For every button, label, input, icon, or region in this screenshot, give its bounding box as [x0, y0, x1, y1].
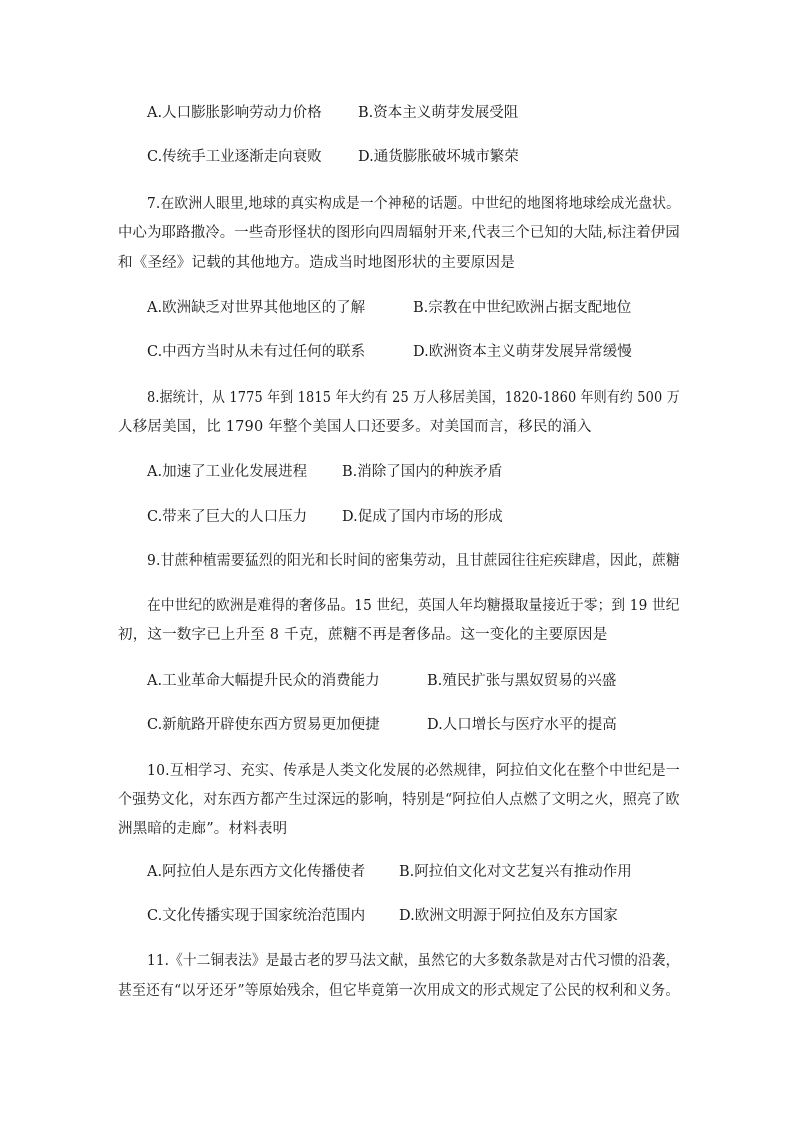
q7-stem-line-2: 中心为耶路撒冷。一些奇形怪状的图形向四周辐射开来,代表三个已知的大陆,标注着伊园	[118, 225, 680, 241]
q7-stem-line-1: 7.在欧洲人眼里,地球的真实构成是一个神秘的话题。中世纪的地图将地球绘成光盘状。	[147, 196, 681, 212]
q10-stem-line-1: 10.互相学习、充实、传承是人类文化发展的必然规律，阿拉伯文化在整个中世纪是一	[147, 763, 680, 779]
q10-option-c[interactable]: C.文化传播实现于国家统治范围内	[147, 908, 366, 924]
q10-option-b[interactable]: B.阿拉伯文化对文艺复兴有推动作用	[399, 864, 632, 880]
q9-option-c[interactable]: C.新航路开辟使东西方贸易更加便捷	[147, 717, 380, 733]
q9-stem-line-1: 9.甘蔗种植需要猛烈的阳光和长时间的密集劳动，且甘蔗园往往疟疾肆虐，因此，蔗糖	[147, 553, 681, 569]
q8-option-c[interactable]: C.带来了巨大的人口压力	[147, 509, 308, 525]
q8-option-a[interactable]: A.加速了工业化发展进程	[147, 464, 308, 480]
q10-stem-line-2: 个强势文化，对东西方都产生过深远的影响，特别是“阿拉伯人点燃了文明之火，照亮了欧	[118, 792, 680, 808]
q11-stem-line-2: 甚至还有“以牙还牙”等原始残余，但它毕竟第一次用成文的形式规定了公民的权利和义务。	[118, 983, 680, 999]
q8-option-d[interactable]: D.促成了国内市场的形成	[342, 509, 503, 525]
q11-stem-line-1: 11.《十二铜表法》是最古老的罗马法文献，虽然它的大多数条款是对古代习惯的沿袭，	[147, 953, 680, 969]
q9-option-a[interactable]: A.工业革命大幅提升民众的消费能力	[147, 673, 380, 689]
q10-option-a[interactable]: A.阿拉伯人是东西方文化传播使者	[147, 864, 366, 880]
q8-option-b[interactable]: B.消除了国内的种族矛盾	[342, 464, 503, 480]
q10-option-d[interactable]: D.欧洲文明源于阿拉伯及东方国家	[399, 908, 618, 924]
q9-stem-line-3: 初，这一数字已上升至 8 千克，蔗糖不再是奢侈品。这一变化的主要原因是	[118, 627, 608, 643]
q7-option-c[interactable]: C.中西方当时从未有过任何的联系	[147, 344, 366, 360]
q9-option-d[interactable]: D.人口增长与医疗水平的提高	[427, 717, 617, 733]
q9-option-b[interactable]: B.殖民扩张与黑奴贸易的兴盛	[427, 673, 617, 689]
q9-stem-line-2: 在中世纪的欧洲是难得的奢侈品。15 世纪，英国人年均糖摄取量接近于零；到 19 世纪	[147, 598, 680, 614]
q6-option-d[interactable]: D.通货膨胀破坏城市繁荣	[358, 149, 519, 165]
q6-option-b[interactable]: B.资本主义萌芽发展受阻	[358, 105, 519, 121]
q7-option-a[interactable]: A.欧洲缺乏对世界其他地区的了解	[147, 300, 366, 316]
q6-option-c[interactable]: C.传统手工业逐渐走向衰败	[147, 149, 322, 165]
q7-option-b[interactable]: B.宗教在中世纪欧洲占据支配地位	[413, 300, 632, 316]
q6-option-a[interactable]: A.人口膨胀影响劳动力价格	[147, 105, 322, 121]
q8-stem-line-2: 人移居美国，比 1790 年整个美国人口还要多。对美国而言，移民的涌入	[118, 419, 592, 435]
q8-stem-line-1: 8.据统计，从 1775 年到 1815 年大约有 25 万人移居美国，1820-1860 年则有约 500 万	[147, 390, 680, 406]
q10-stem-line-3: 洲黑暗的走廊”。材料表明	[118, 821, 288, 837]
q7-option-d[interactable]: D.欧洲资本主义萌芽发展异常缓慢	[413, 344, 632, 360]
q7-stem-line-3: 和《圣经》记载的其他地方。造成当时地图形状的主要原因是	[118, 255, 515, 271]
